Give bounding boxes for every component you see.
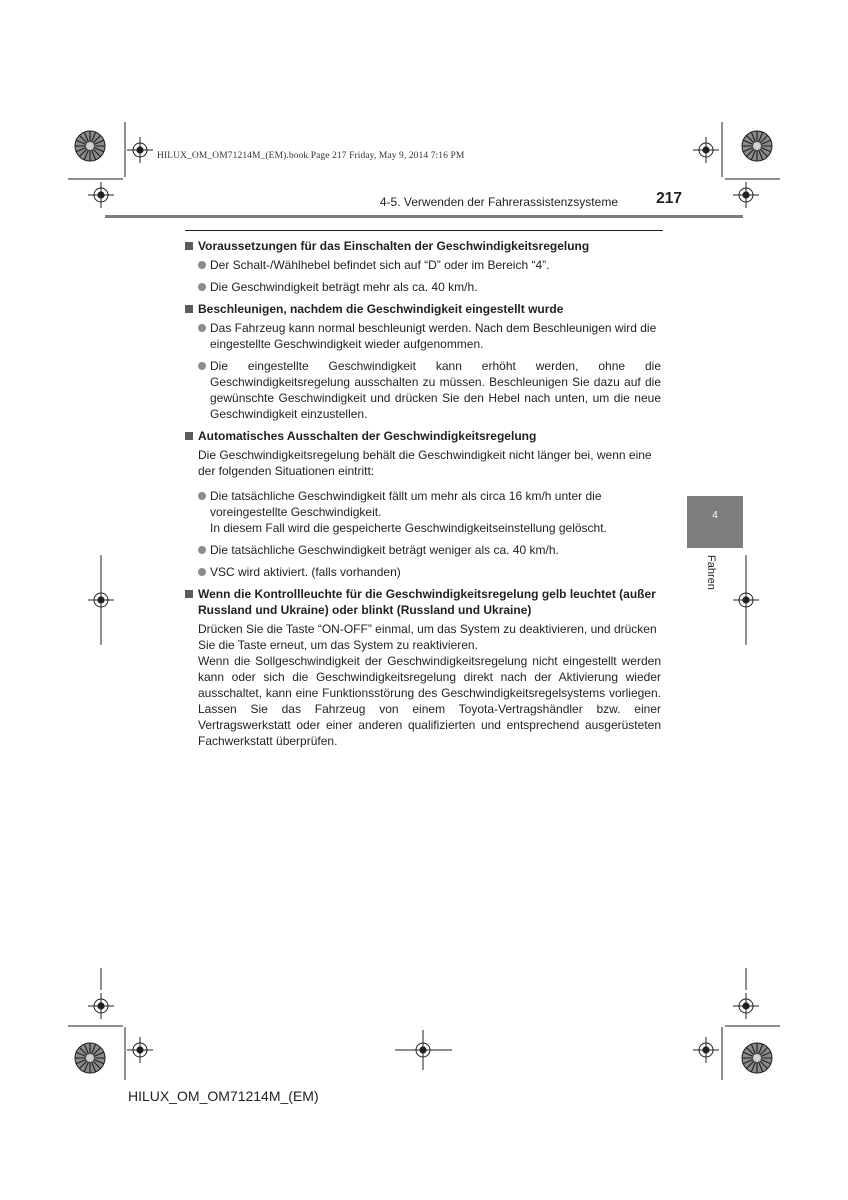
- page-number: 217: [656, 190, 682, 207]
- list-item: [185, 564, 661, 580]
- section-heading: [185, 238, 661, 254]
- circle-bullet-icon: [198, 568, 206, 576]
- list-item-text: Die Geschwindigkeit beträgt mehr als ca. 40 km/h.: [210, 280, 478, 294]
- content-rule: [185, 230, 663, 231]
- list-item-text: VSC wird aktiviert. (falls vorhanden): [210, 565, 401, 579]
- chapter-tab: [687, 496, 743, 548]
- circle-bullet-icon: [198, 283, 206, 291]
- list-item-text: Die tatsächliche Geschwindigkeit fällt um mehr als circa 16 km/h unter die voreingestellte Geschwindigkeit.: [210, 489, 602, 519]
- page-content: [185, 238, 661, 755]
- heading-text: Voraussetzungen für das Einschalten der Geschwindigkeitsregelung: [198, 239, 590, 253]
- footer-document-code: HILUX_OM_OM71214M_(EM): [128, 1088, 319, 1104]
- square-bullet-icon: [185, 242, 193, 250]
- page-header: [105, 190, 682, 214]
- list-item: [185, 358, 661, 422]
- circle-bullet-icon: [198, 492, 206, 500]
- heading-text: Wenn die Kontrollleuchte für die Geschwindigkeitsregelung gelb leuchtet (außer Russland und Ukraine) oder blinkt (Russland und Ukraine): [198, 587, 656, 617]
- section-title: 4-5. Verwenden der Fahrerassistenzsysteme: [379, 195, 618, 209]
- list-item-text: Die tatsächliche Geschwindigkeit beträgt weniger als ca. 40 km/h.: [210, 543, 559, 557]
- heading-text: Automatisches Ausschalten der Geschwindigkeitsregelung: [198, 429, 537, 443]
- circle-bullet-icon: [198, 362, 206, 370]
- list-item-text: Die eingestellte Geschwindigkeit kann erhöht werden, ohne die Geschwindigkeitsregelung ausschalten zu müssen. Beschleunigen Sie dazu auf die gewünschte Geschwindigkeit und drücken Sie den Hebel nach unten, um die neue Geschwindigkeit einzustellen.: [210, 359, 661, 421]
- section-heading: [185, 586, 661, 618]
- circle-bullet-icon: [198, 324, 206, 332]
- chapter-tab-number: 4: [712, 510, 718, 521]
- list-item-text: Das Fahrzeug kann normal beschleunigt werden. Nach dem Beschleunigen wird die eingestellte Geschwindigkeit wieder aufgenommen.: [210, 321, 657, 351]
- list-item: [185, 542, 661, 558]
- circle-bullet-icon: [198, 261, 206, 269]
- paragraph: Drücken Sie die Taste “ON-OFF” einmal, um das System zu deaktivieren, und drücken Sie die Taste erneut, um das System zu reaktivieren.: [198, 622, 657, 652]
- square-bullet-icon: [185, 432, 193, 440]
- square-bullet-icon: [185, 590, 193, 598]
- section-heading: [185, 428, 661, 444]
- list-item-text: Der Schalt-/Wählhebel befindet sich auf “D” oder im Bereich “4”.: [210, 258, 550, 272]
- list-item: [185, 488, 661, 536]
- chapter-tab-label: Fahren: [705, 555, 717, 590]
- circle-bullet-icon: [198, 546, 206, 554]
- list-item-note: In diesem Fall wird die gespeicherte Geschwindigkeitseinstellung gelöscht.: [210, 521, 607, 535]
- section-heading: [185, 301, 661, 317]
- heading-text: Beschleunigen, nachdem die Geschwindigkeit eingestellt wurde: [198, 302, 564, 316]
- print-info-line: HILUX_OM_OM71214M_(EM).book Page 217 Friday, May 9, 2014 7:16 PM: [157, 151, 465, 161]
- list-item: [185, 279, 661, 295]
- list-item: [185, 257, 661, 273]
- header-rule: [105, 215, 743, 218]
- list-item: [185, 320, 661, 352]
- section-intro: Die Geschwindigkeitsregelung behält die Geschwindigkeit nicht länger bei, wenn eine der folgenden Situationen eintritt:: [198, 448, 652, 478]
- paragraph: Wenn die Sollgeschwindigkeit der Geschwindigkeitsregelung nicht eingestellt werden kann oder sich die Geschwindigkeitsregelung direkt nach der Aktivierung wieder ausschaltet, kann eine Funktionsstörung des Geschwindigkeitsregelsystems vorliegen. Lassen Sie das Fahrzeug von einem Toyota-Vertragshändler bzw. einer Vertragswerkstatt oder einer anderen qualifizierten und entsprechend ausgerüsteten Fachwerkstatt überprüfen.: [198, 654, 661, 748]
- square-bullet-icon: [185, 305, 193, 313]
